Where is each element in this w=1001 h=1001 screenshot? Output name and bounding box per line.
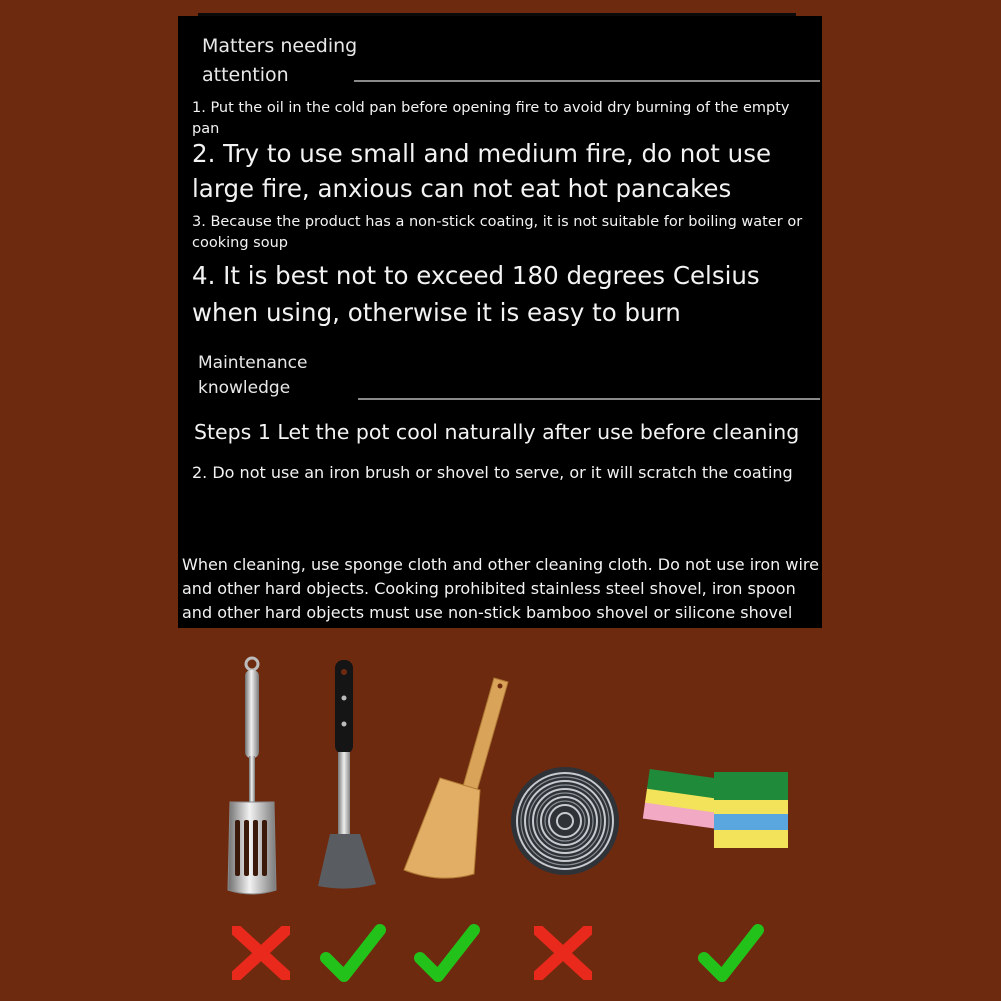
maintenance-step-2: 2. Do not use an iron brush or shovel to serve, or it will scratch the coating [192, 463, 793, 482]
instructions-panel [178, 16, 822, 628]
attention-heading: Matters needing attention [202, 35, 358, 86]
maintenance-divider [358, 398, 820, 400]
cleaning-note: When cleaning, use sponge cloth and other cleaning cloth. Do not use iron wire and other hard objects. Cooking prohibited stainless steel shovel, iron spoon and other hard objects must use non-stick bamboo shovel or silicone shovel [182, 555, 819, 622]
stainless-steel-slotted-spatula-icon [218, 652, 282, 902]
check-icon [320, 922, 386, 984]
steel-wool-scrubber-icon [508, 764, 622, 878]
maintenance-heading: Maintenance knowledge [198, 353, 308, 398]
bamboo-shovel-icon [400, 676, 514, 886]
cross-icon [534, 926, 592, 980]
attention-item-4: 4. It is best not to exceed 180 degrees Celsius when using, otherwise it is easy to burn [192, 261, 760, 327]
attention-divider [354, 80, 820, 82]
attention-item-1: 1. Put the oil in the cold pan before opening fire to avoid dry burning of the empty pan [192, 100, 790, 137]
maintenance-step-1: Steps 1 Let the pot cool naturally after use before cleaning [194, 420, 800, 444]
check-icon [698, 922, 764, 984]
attention-item-3: 3. Because the product has a non-stick coating, it is not suitable for boiling water or cooking soup [192, 214, 803, 251]
silicone-spatula-icon [312, 658, 382, 894]
cross-icon [232, 926, 290, 980]
attention-item-2: 2. Try to use small and medium fire, do not use large fire, anxious can not eat hot pancakes [192, 139, 772, 203]
check-icon [414, 922, 480, 984]
utensil-guide [0, 640, 1001, 1001]
sponge-icon [636, 768, 792, 868]
panel-top-edge [198, 13, 796, 16]
